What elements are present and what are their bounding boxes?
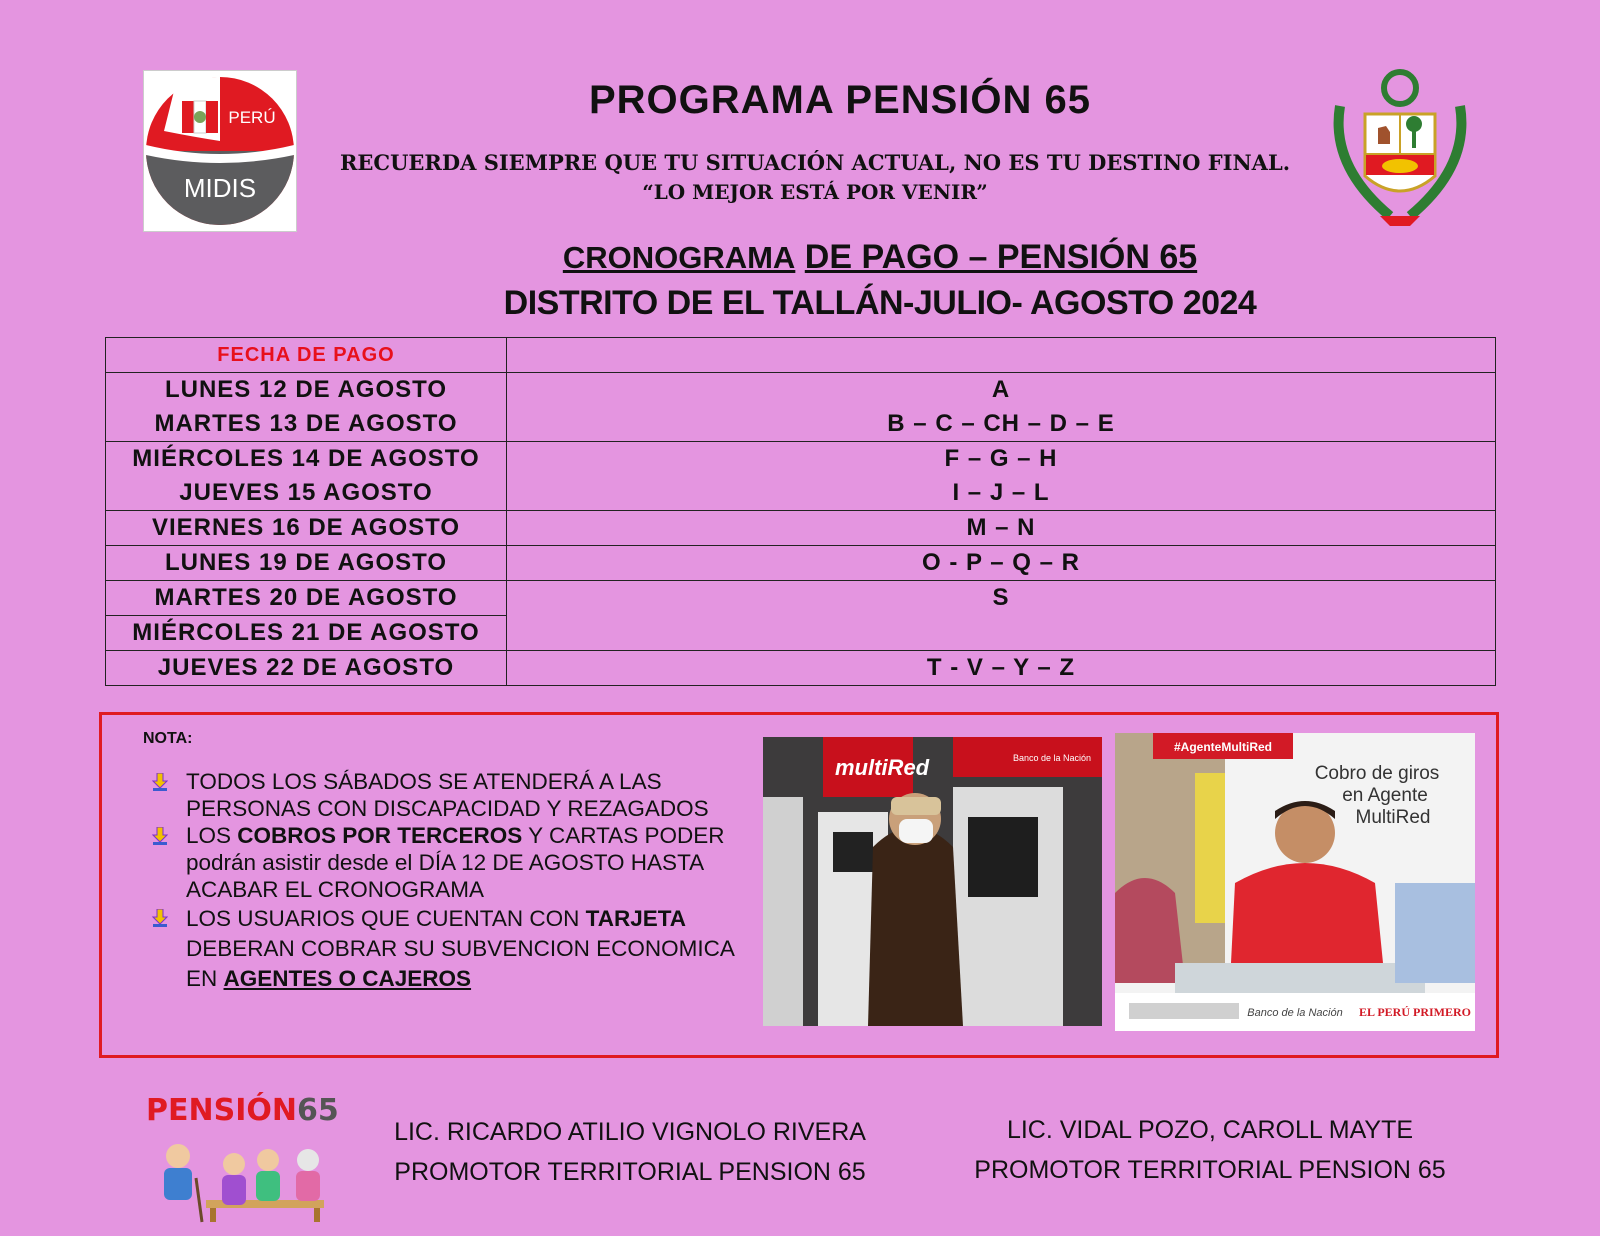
- signature-1: [360, 1112, 900, 1192]
- logo-pension-text: PENSIÓN: [146, 1093, 297, 1128]
- date-cell: VIERNES 16 DE AGOSTO: [151, 514, 461, 541]
- table-row: [106, 651, 1496, 686]
- district-title: [440, 284, 1320, 323]
- header-letters: [507, 338, 1496, 373]
- hashtag-text: #AgenteMultiRed: [1173, 740, 1273, 754]
- schedule-title-part1: CRONOGRAMA: [562, 240, 796, 275]
- caption-line-2: en Agente: [1342, 785, 1428, 806]
- letters-cell: S: [992, 584, 1010, 611]
- sig1-name: LIC. RICARDO ATILIO VIGNOLO RIVERA: [394, 1118, 866, 1146]
- table-row: [106, 511, 1496, 546]
- b3-agents-link: AGENTES O CAJEROS: [223, 966, 472, 991]
- signature-2: [970, 1110, 1450, 1190]
- date-cell: MARTES 20 DE AGOSTO: [154, 584, 458, 611]
- sig2-role: PROMOTOR TERRITORIAL PENSION 65: [974, 1156, 1446, 1184]
- date-cell: MIÉRCOLES 14 DE AGOSTO: [132, 445, 480, 472]
- banco-nacion-text: Banco de la Nación: [1013, 753, 1092, 763]
- table-row: [106, 442, 1496, 511]
- date-cell: MARTES 13 DE AGOSTO: [154, 410, 458, 437]
- arrow-bullet-icon: [152, 909, 168, 927]
- letters-cell: I – J – L: [952, 479, 1050, 506]
- date-cell: JUEVES 22 DE AGOSTO: [157, 654, 455, 681]
- b2-bold: COBROS POR TERCEROS: [237, 823, 523, 848]
- agente-multired-photo: [1115, 733, 1475, 1031]
- district-title-year: 2024: [1182, 284, 1257, 322]
- logo-midis-text: MIDIS: [183, 173, 257, 203]
- nota-bullet-1: TODOS LOS SÁBADOS SE ATENDERÁ A LAS PERSONAS CON DISCAPACIDAD Y REZAGADOS: [186, 769, 709, 821]
- table-row: [106, 546, 1496, 581]
- header-fecha-de-pago: FECHA DE PAGO: [106, 338, 507, 373]
- letters-cell: A: [991, 376, 1011, 403]
- logo-country-text: PERÚ: [228, 108, 276, 127]
- program-title: PROGRAMA PENSIÓN 65: [588, 78, 1092, 122]
- motto-line-2: “LO MEJOR ESTÁ POR VENIR”: [642, 180, 988, 204]
- date-cell: MIÉRCOLES 21 DE AGOSTO: [132, 619, 480, 646]
- district-title-part1: DISTRITO DE EL TALLÁN-JULIO- AGOSTO: [503, 284, 1174, 322]
- table-row: [106, 581, 1496, 616]
- elders-illustration: [148, 1138, 338, 1224]
- payment-schedule-table: [105, 337, 1496, 686]
- table-row: [106, 373, 1496, 442]
- footer-slogan-text: EL PERÚ PRIMERO: [1358, 1005, 1472, 1019]
- letters-cell: O - P – Q – R: [922, 549, 1080, 576]
- midis-logo: [143, 70, 297, 232]
- b3-mid: DEBERAN COBRAR SU SUBVENCION ECONOMICA EN: [186, 936, 734, 991]
- b2-pre: LOS: [186, 823, 238, 848]
- date-cell: JUEVES 15 AGOSTO: [179, 479, 433, 506]
- nota-label: NOTA:: [143, 730, 193, 747]
- motto-line-1: RECUERDA SIEMPRE QUE TU SITUACIÓN ACTUAL, NO ES TU DESTINO FINAL.: [339, 150, 1291, 175]
- letters-cell: B – C – CH – D – E: [887, 410, 1115, 437]
- sig1-role: PROMOTOR TERRITORIAL PENSION 65: [394, 1158, 866, 1186]
- arrow-bullet-icon: [152, 827, 168, 845]
- footer-bank-text: Banco de la Nación: [1247, 1007, 1343, 1019]
- caption-line-3: MultiRed: [1355, 807, 1431, 828]
- b3-pre: LOS USUARIOS QUE CUENTAN CON: [186, 906, 586, 931]
- peru-coat-of-arms: [1320, 66, 1480, 234]
- pension65-logo: [146, 1093, 339, 1128]
- schedule-title-part2: DE PAGO – PENSIÓN 65: [804, 238, 1198, 276]
- letters-cell: M – N: [966, 514, 1036, 541]
- sig2-name: LIC. VIDAL POZO, CAROLL MAYTE: [1006, 1116, 1414, 1144]
- caption-line-1: Cobro de giros: [1314, 763, 1440, 784]
- nota-bullet-2: [186, 822, 746, 903]
- arrow-bullet-icon: [152, 773, 168, 791]
- atm-photo: [763, 737, 1102, 1026]
- letters-cell: T - V – Y – Z: [926, 654, 1076, 681]
- b3-bold: TARJETA: [585, 906, 687, 931]
- table-header-row: [106, 338, 1496, 373]
- nota-bullet-3: [186, 904, 746, 994]
- date-cell: LUNES 19 DE AGOSTO: [164, 549, 448, 576]
- letters-cell: F – G – H: [944, 445, 1058, 472]
- b2-post: Y CARTAS PODER podrán asistir desde el DÍA 12 DE AGOSTO HASTA ACABAR EL CRONOGRAMA: [186, 823, 725, 902]
- date-cell: LUNES 12 DE AGOSTO: [164, 376, 448, 403]
- multired-brand-text: multiRed: [835, 755, 930, 780]
- logo-65-text: 65: [296, 1093, 339, 1128]
- schedule-title: [480, 238, 1280, 277]
